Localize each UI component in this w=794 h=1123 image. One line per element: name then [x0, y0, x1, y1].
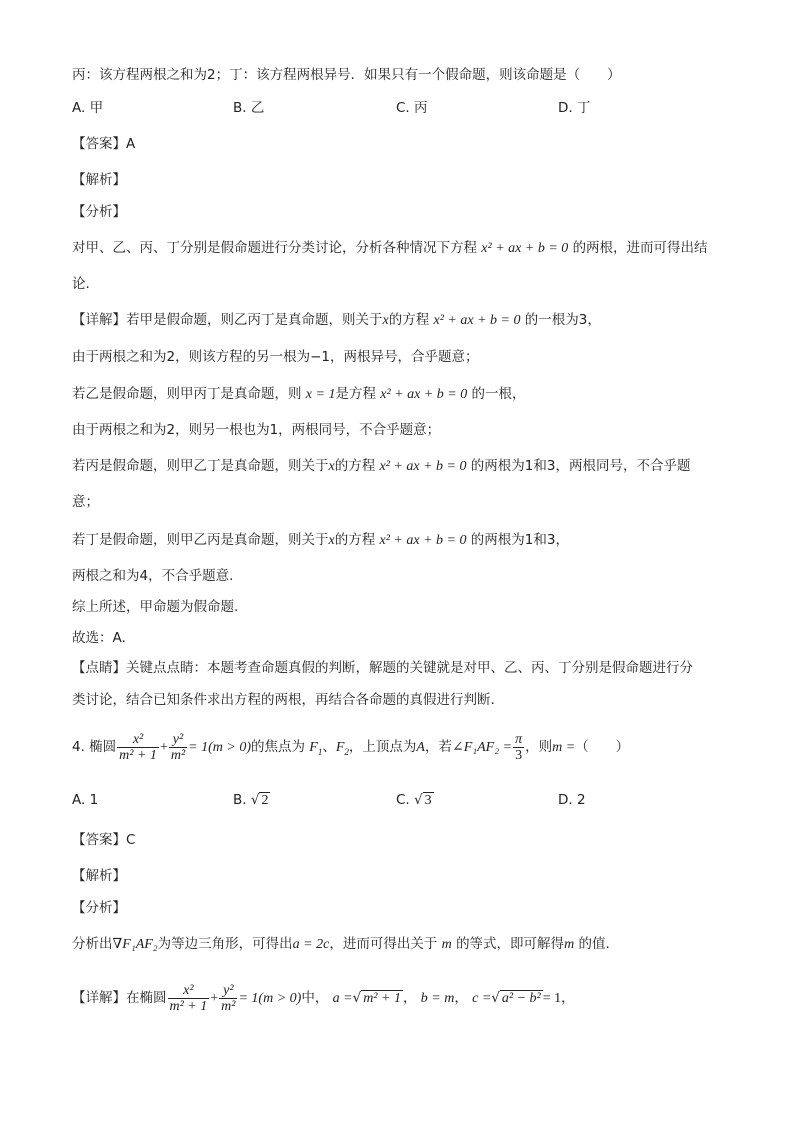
equation: x² + ax + b = 0 — [379, 533, 467, 548]
q4-option-c: C. √ 3 — [396, 792, 432, 808]
q4-answer: 【答案】C — [72, 832, 136, 848]
q3-detail-line2: 由于两根之和为2，则该方程的另一根为−1，两根异号，合乎题意； — [72, 349, 479, 365]
fraction-y2: $\frac{\text{y²}}{\text{m²}}$ — [170, 731, 186, 763]
equation: x² + ax + b = 0 — [380, 387, 468, 402]
fraction-y2: $\frac{\text{y²}}{\text{m²}}$ — [221, 982, 236, 1014]
q3-answer: 【答案】A — [72, 136, 136, 152]
q3-fenxi-line1: 对甲、乙、丙、丁分别是假命题进行分类讨论，分析各种情况下方程 x² + ax + b = 0 的两根，进而可得出结 — [72, 240, 708, 256]
equation: x² + ax + b = 0 — [379, 459, 467, 474]
q3-option-a: A. 甲 — [72, 100, 104, 116]
q3-option-b: B. 乙 — [233, 100, 265, 116]
fraction-x2: $\frac{\text{x²}}{\text{m² + 1}}$ — [169, 982, 208, 1014]
q3-dianjing-line1: 【点睛】关键点点睛：本题考查命题真假的判断，解题的关键就是对甲、乙、丙、丁分别是假命题进行分 — [72, 660, 693, 676]
q3-fenxi-heading: 【分析】 — [72, 204, 126, 220]
q3-detail-line9: 综上所述，甲命题为假命题. — [72, 599, 239, 615]
q3-detail-line3: 若乙是假命题，则甲丙丁是真命题，则 x = 1是方程 x² + ax + b = 0 的一根， — [72, 386, 526, 402]
q4-fenxi-line1: 分析出∇F₁AF₂为等边三角形，可得出a = 2c，进而可得出关于 m 的等式，即可解得m 的值. — [72, 936, 610, 952]
q3-fenxi-line2: 论. — [72, 276, 90, 292]
q3-detail-line7: 若丁是假命题，则甲乙丙是真命题，则关于x的方程 x² + ax + b = 0 的两根为1和3， — [72, 532, 569, 548]
q3-detail-line6: 意； — [72, 494, 99, 510]
q4-stem: 4. 椭圆 $\frac{\text{x²}}{\text{m² + 1}}$ + $\frac{\text{y²}}{\text{m²}}$ = 1(m > 0)的焦点为 $F_1$、$F_2$，上顶点为A，若∠F₁AF₂ = $\frac{\pi}{3}$ ，则m =（ ） — [72, 731, 630, 763]
equation: x² + ax + b = 0 — [481, 241, 569, 256]
q4-option-a: A. 1 — [72, 792, 99, 808]
q4-detail-line1: 【详解】在椭圆 $\frac{\text{x²}}{\text{m² + 1}}$ + $\frac{\text{y²}}{\text{m²}}$ = 1(m > 0)中， a =√ m² + 1 ， b = m， c =√ a² − b² = 1， — [72, 982, 575, 1014]
q3-stem: 丙：该方程两根之和为2；丁：该方程两根异号．如果只有一个假命题，则该命题是（ ） — [72, 67, 621, 83]
fraction-x2: $\frac{\text{x²}}{\text{m² + 1}}$ — [119, 731, 157, 763]
q3-dianjing-line2: 类讨论，结合已知条件求出方程的两根，再结合各命题的真假进行判断. — [72, 692, 495, 708]
q3-option-c: C. 丙 — [396, 100, 428, 116]
q4-fenxi-heading: 【分析】 — [72, 900, 126, 916]
q3-detail-line4: 由于两根之和为2，则另一根也为1，两根同号，不合乎题意； — [72, 422, 441, 438]
q3-jiexi-heading: 【解析】 — [72, 172, 126, 188]
equation: x² + ax + b = 0 — [433, 313, 521, 328]
q3-detail-line5: 若丙是假命题，则甲乙丁是真命题，则关于x的方程 x² + ax + b = 0 的两根为1和3，两根同号，不合乎题 — [72, 458, 691, 474]
q4-option-d: D. 2 — [558, 792, 586, 808]
q3-detail-line10: 故选：A. — [72, 630, 126, 646]
fraction-pi-3: $\frac{\pi}{3}$ — [515, 731, 523, 763]
q4-option-b: B. √ 2 — [233, 792, 269, 808]
q3-detail-line8: 两根之和为4，不合乎题意. — [72, 568, 234, 584]
q3-detail-line1: 【详解】若甲是假命题，则乙丙丁是真命题，则关于x的方程 x² + ax + b = 0 的一根为3， — [72, 312, 601, 328]
q4-jiexi-heading: 【解析】 — [72, 868, 126, 884]
q3-option-d: D. 丁 — [558, 100, 591, 116]
